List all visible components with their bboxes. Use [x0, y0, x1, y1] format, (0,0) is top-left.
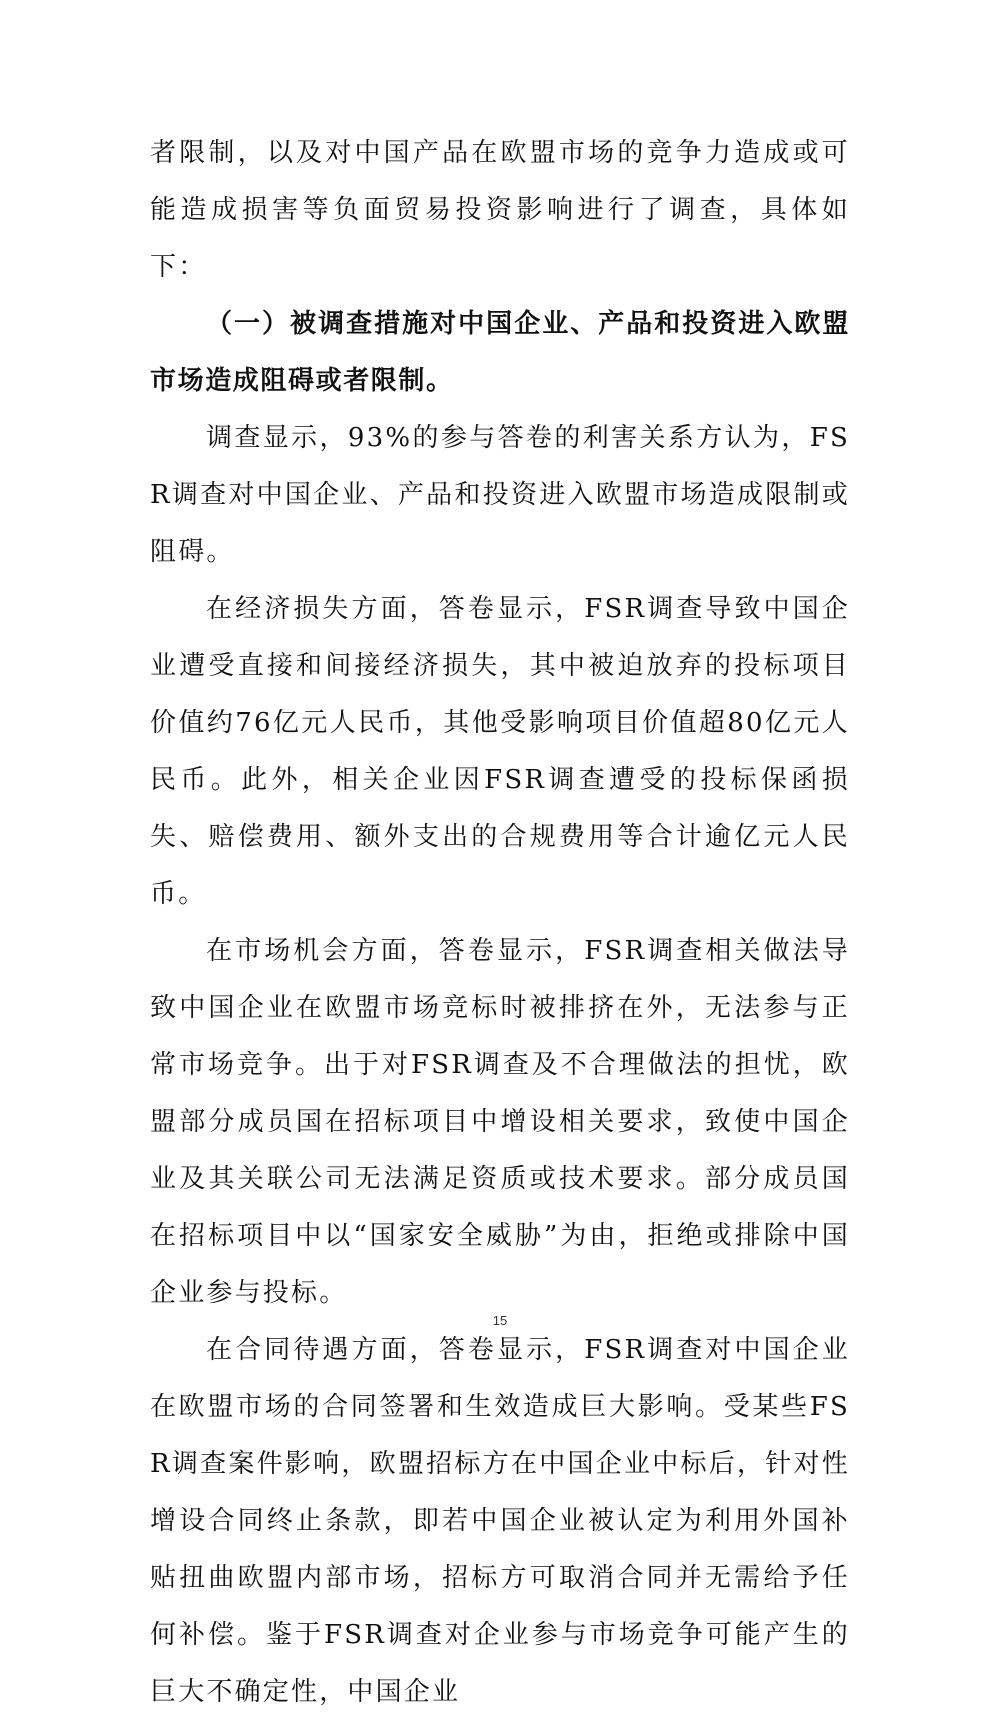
paragraph-contract-treatment: 在合同待遇方面，答卷显示，FSR调查对中国企业在欧盟市场的合同签署和生效造成巨大影响。受某些FSR调查案件影响，欧盟招标方在中国企业中标后，针对性增设合同终止条款，即若中国企业被认定为利用外国补贴扭曲欧盟内部市场，招标方可取消合同并无需给予任何补偿。鉴于FSR调查对企业参与市场竞争可能产生的巨大不确定性，中国企业 — [150, 1335, 850, 1707]
section-heading: （一）被调查措施对中国企业、产品和投资进入欧盟市场造成阻碍或者限制。 — [150, 309, 850, 396]
paragraph-continuation: 者限制，以及对中国产品在欧盟市场的竞争力造成或可能造成损害等负面贸易投资影响进行了调查，具体如下： — [150, 138, 850, 282]
paragraph-survey-result: 调查显示，93%的参与答卷的利害关系方认为，FSR调查对中国企业、产品和投资进入欧盟市场造成限制或阻碍。 — [150, 423, 850, 567]
paragraph-economic-loss: 在经济损失方面，答卷显示，FSR调查导致中国企业遭受直接和间接经济损失，其中被迫放弃的投标项目价值约76亿元人民币，其他受影响项目价值超80亿元人民币。此外，相关企业因FSR调查遭受的投标保函损失、赔偿费用、额外支出的合规费用等合计逾亿元人民币。 — [150, 594, 850, 909]
page-number: 15 — [492, 1313, 508, 1328]
document-body — [150, 125, 850, 1721]
paragraph-market-opportunity: 在市场机会方面，答卷显示，FSR调查相关做法导致中国企业在欧盟市场竞标时被排挤在外，无法参与正常市场竞争。出于对FSR调查及不合理做法的担忧，欧盟部分成员国在招标项目中增设相关要求，致使中国企业及其关联公司无法满足资质或技术要求。部分成员国在招标项目中以“国家安全威胁”为由，拒绝或排除中国企业参与投标。 — [150, 936, 850, 1308]
